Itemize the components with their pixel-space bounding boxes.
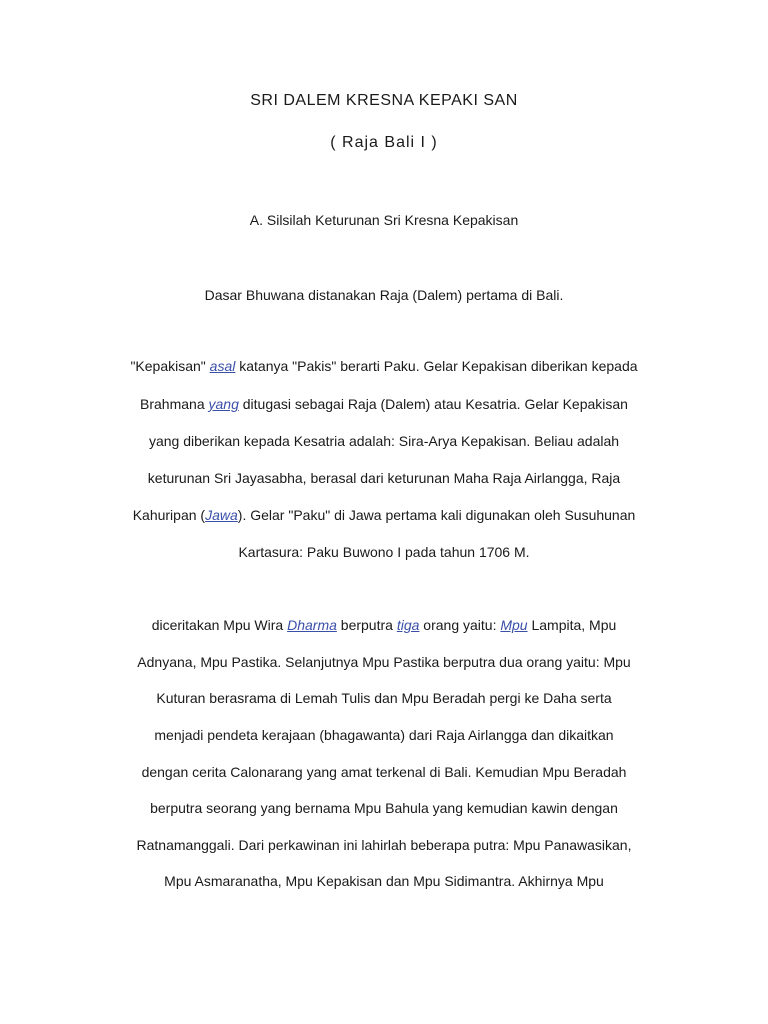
paragraph-1-line-5: [0, 507, 768, 523]
paragraph-2-line-1: [0, 617, 768, 633]
paragraph-2-line-4: menjadi pendeta kerajaan (bhagawanta) dari Raja Airlangga dan dikaitkan: [154, 727, 614, 743]
link-yang[interactable]: yang: [208, 396, 239, 412]
paragraph-2-line-5: dengan cerita Calonarang yang amat terkenal di Bali. Kemudian Mpu Beradah: [141, 764, 627, 780]
paragraph-2-line-7: Ratnamanggali. Dari perkawinan ini lahirlah beberapa putra: Mpu Panawasikan,: [136, 837, 632, 853]
paragraph-2-line-6: berputra seorang yang bernama Mpu Bahula yang kemudian kawin dengan: [150, 800, 618, 816]
intro-text: Dasar Bhuwana distanakan Raja (Dalem) pertama di Bali.: [204, 287, 564, 303]
paragraph-1-line-3: yang diberikan kepada Kesatria adalah: Sira-Arya Kepakisan. Beliau adalah: [148, 433, 620, 449]
text-segment: ditugasi sebagai Raja (Dalem) atau Kesatria. Gelar Kepakisan: [238, 396, 628, 412]
paragraph-1-line-1: [0, 358, 768, 374]
text-segment: orang yaitu:: [419, 617, 501, 633]
link-asal[interactable]: asal: [209, 358, 236, 374]
link-tiga[interactable]: tiga: [396, 617, 420, 633]
text-segment: Kahuripan (: [132, 507, 206, 523]
document-title: SRI DALEM KRESNA KEPAKI SAN: [250, 92, 518, 109]
text-segment: "Kepakisan": [130, 358, 210, 374]
text-segment: katanya "Pakis" berarti Paku. Gelar Kepakisan diberikan kepada: [235, 358, 638, 374]
paragraph-2-line-8: Mpu Asmaranatha, Mpu Kepakisan dan Mpu Sidimantra. Akhirnya Mpu: [164, 873, 604, 889]
paragraph-1-line-4: keturunan Sri Jayasabha, berasal dari keturunan Maha Raja Airlangga, Raja: [147, 470, 621, 486]
link-jawa[interactable]: Jawa: [205, 507, 238, 523]
section-heading: A. Silsilah Keturunan Sri Kresna Kepakisan: [249, 212, 519, 228]
paragraph-1-line-6: Kartasura: Paku Buwono I pada tahun 1706 M.: [238, 544, 530, 560]
text-segment: berputra: [336, 617, 397, 633]
text-segment: ). Gelar "Paku" di Jawa pertama kali digunakan oleh Susuhunan: [237, 507, 636, 523]
paragraph-2-line-2: Adnyana, Mpu Pastika. Selanjutnya Mpu Pastika berputra dua orang yaitu: Mpu: [137, 654, 631, 670]
link-dharma[interactable]: Dharma: [287, 617, 337, 633]
paragraph-2-line-3: Kuturan berasrama di Lemah Tulis dan Mpu Beradah pergi ke Daha serta: [156, 690, 612, 706]
paragraph-1-line-2: [0, 396, 768, 412]
text-segment: Brahmana: [140, 396, 209, 412]
link-mpu[interactable]: Mpu: [500, 617, 528, 633]
document-subtitle: ( Raja Bali I ): [330, 134, 438, 151]
text-segment: Lampita, Mpu: [527, 617, 617, 633]
text-segment: diceritakan Mpu Wira: [151, 617, 288, 633]
